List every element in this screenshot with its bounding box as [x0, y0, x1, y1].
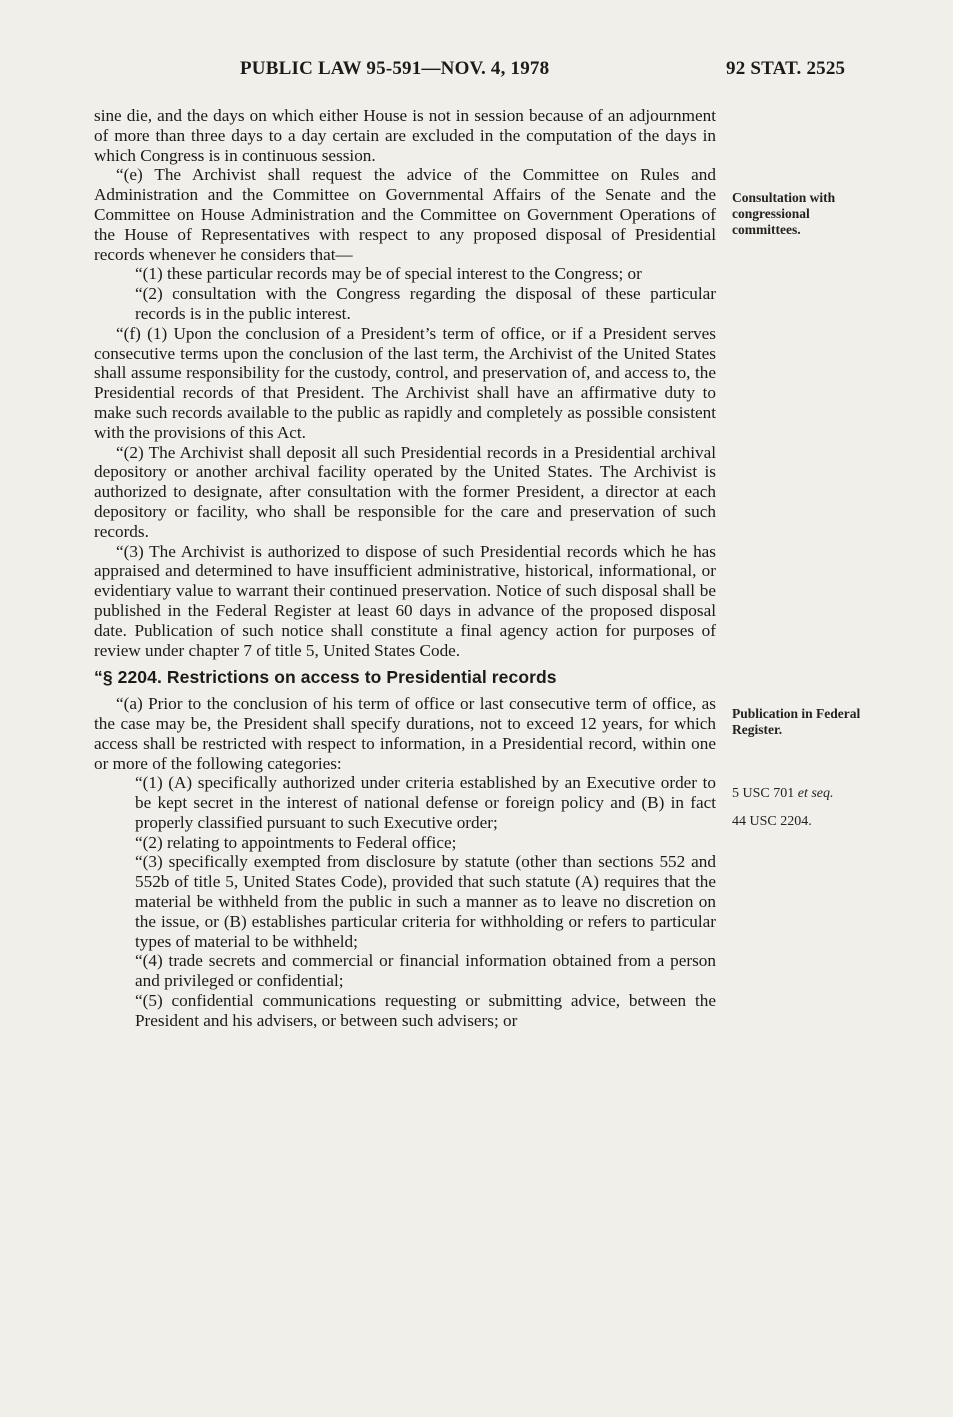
page-header [0, 58, 953, 84]
paragraph-continuation: sine die, and the days on which either House is not in session because of an adjournment of more than three days to a day certain are excluded in the computation of the days in which Congress is in continuous session. [94, 106, 716, 165]
margin-note-publication: Publication in Federal Register. [732, 706, 861, 737]
paragraph-e: “(e) The Archivist shall request the advice of the Committee on Rules and Administration and the Committee on Governmental Affairs of the Senate and the Committee on House Administration and the Committee on Government Operations of the House of Representatives with respect to any proposed disposal of Presidential records whenever he considers that— [94, 165, 716, 264]
paragraph-f-3: “(3) The Archivist is authorized to dispose of such Presidential records which he has appraised and determined to have insufficient administrative, historical, informational, or evidentiary value to warrant their continued preservation. Notice of such disposal shall be published in the Federal Register at least 60 days in advance of the proposed disposal date. Publication of such notice shall constitute a final agency action for purposes of review under chapter 7 of title 5, United States Code. [94, 541, 716, 660]
paragraph-a-5: “(5) confidential communications requesting or submitting advice, between the President and his advisers, or between such advisers; or [135, 991, 716, 1030]
usc-701-et-seq: et seq. [797, 786, 834, 801]
usc-701-citation: 5 USC 701 [732, 786, 798, 801]
paragraph-a-2: “(2) relating to appointments to Federal office; [135, 832, 457, 852]
header-stat-citation: 92 STAT. 2525 [726, 58, 846, 79]
paragraph-a-1: “(1) (A) specifically authorized under criteria established by an Executive order to be kept secret in the interest of national defense or foreign policy and (B) in fact properly classified pursuant to such Executive order; [135, 773, 716, 832]
header-title: PUBLIC LAW 95-591—NOV. 4, 1978 [240, 58, 550, 79]
paragraph-a-3: “(3) specifically exempted from disclosure by statute (other than sections 552 and 552b of title 5, United States Code), provided that such statute (A) requires that the material be withheld from the public in such a manner as to leave no discretion on the issue, or (B) establishes particular criteria for withholding or refers to particular types of material to be withheld; [135, 852, 716, 951]
paragraph-a: “(a) Prior to the conclusion of his term of office or last consecutive term of office, as the case may be, the President shall specify durations, not to exceed 12 years, for which access shall be restricted with respect to information, in a Presidential record, within one or more of the following categories: [94, 694, 716, 773]
margin-note-usc-701 [732, 786, 872, 802]
paragraph-f-2: “(2) The Archivist shall deposit all such Presidential records in a Presidential archival depository or another archival facility operated by the United States. The Archivist is authorized to designate, after consultation with the former President, a director at each depository or facility, who shall be responsible for the care and preservation of such records. [94, 442, 716, 541]
paragraph-e-1: “(1) these particular records may be of special interest to the Congress; or [135, 264, 642, 284]
paragraph-f-1: “(f) (1) Upon the conclusion of a President’s term of office, or if a President serves consecutive terms upon the conclusion of the last term, the Archivist of the United States shall assume responsibility for the custody, control, and preservation of, and access to, the Presidential records of that President. The Archivist shall have an affirmative duty to make such records available to the public as rapidly and completely as possible consistent with the provisions of this Act. [94, 323, 716, 442]
paragraph-e-2: “(2) consultation with the Congress regarding the disposal of these particular records is in the public interest. [135, 284, 716, 323]
section-heading: “§ 2204. Restrictions on access to Presidential records [94, 667, 557, 688]
paragraph-a-4: “(4) trade secrets and commercial or financial information obtained from a person and privileged or confidential; [135, 951, 716, 991]
body-text [94, 106, 716, 1031]
margin-note-consultation: Consultation with congressional committees. [732, 190, 836, 237]
margin-note-usc-2204: 44 USC 2204. [732, 814, 812, 829]
